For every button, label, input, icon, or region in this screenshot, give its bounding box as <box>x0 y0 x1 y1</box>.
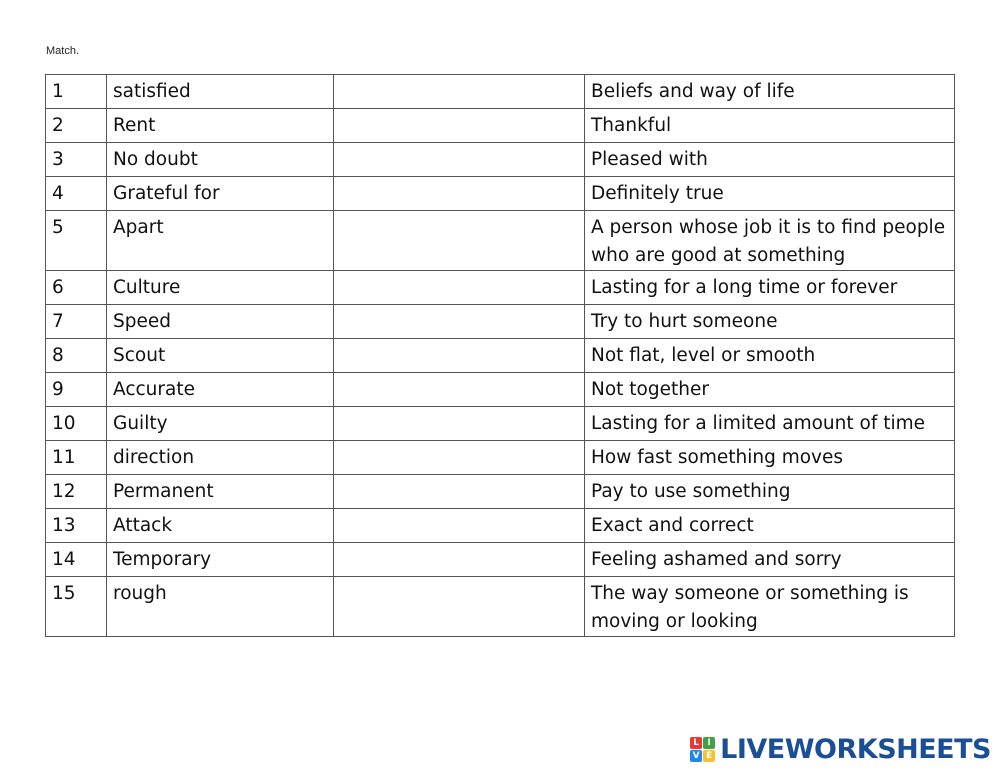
matching-table <box>45 74 955 637</box>
answer-field[interactable] <box>334 543 585 577</box>
row-number: 10 <box>46 407 107 441</box>
answer-field[interactable] <box>334 143 585 177</box>
row-number: 2 <box>46 109 107 143</box>
answer-field[interactable] <box>334 577 585 637</box>
definition-cell: Not together <box>585 373 955 407</box>
word-cell: Permanent <box>107 475 334 509</box>
answer-field[interactable] <box>334 109 585 143</box>
row-number: 14 <box>46 543 107 577</box>
answer-field[interactable] <box>334 407 585 441</box>
word-cell: Rent <box>107 109 334 143</box>
word-cell: Apart <box>107 211 334 271</box>
row-number: 1 <box>46 75 107 109</box>
definition-cell: Lasting for a long time or forever <box>585 271 955 305</box>
instruction-text: Match. <box>46 45 80 57</box>
definition-cell: Exact and correct <box>585 509 955 543</box>
logo-block: I <box>703 737 715 749</box>
word-cell: Attack <box>107 509 334 543</box>
definition-cell: The way someone or something is moving or looking <box>585 577 955 637</box>
word-cell: No doubt <box>107 143 334 177</box>
row-number: 6 <box>46 271 107 305</box>
definition-cell: Not flat, level or smooth <box>585 339 955 373</box>
word-cell: satisfied <box>107 75 334 109</box>
table-row <box>46 305 955 339</box>
row-number: 12 <box>46 475 107 509</box>
logo-text: LIVEWORKSHEETS <box>720 734 991 765</box>
word-cell: Grateful for <box>107 177 334 211</box>
word-cell: Culture <box>107 271 334 305</box>
definition-cell: Feeling ashamed and sorry <box>585 543 955 577</box>
row-number: 8 <box>46 339 107 373</box>
answer-field[interactable] <box>334 305 585 339</box>
answer-field[interactable] <box>334 373 585 407</box>
row-number: 9 <box>46 373 107 407</box>
logo-blocks-icon <box>690 737 718 763</box>
table-row <box>46 211 955 271</box>
answer-field[interactable] <box>334 75 585 109</box>
table-row <box>46 339 955 373</box>
answer-field[interactable] <box>334 339 585 373</box>
answer-field[interactable] <box>334 271 585 305</box>
word-cell: Speed <box>107 305 334 339</box>
word-cell: Accurate <box>107 373 334 407</box>
row-number: 5 <box>46 211 107 271</box>
answer-field[interactable] <box>334 177 585 211</box>
table-row <box>46 109 955 143</box>
liveworksheets-logo <box>690 735 991 765</box>
table-row <box>46 143 955 177</box>
definition-cell: Try to hurt someone <box>585 305 955 339</box>
word-cell: direction <box>107 441 334 475</box>
word-cell: Temporary <box>107 543 334 577</box>
table-row <box>46 577 955 637</box>
table-row <box>46 407 955 441</box>
answer-field[interactable] <box>334 509 585 543</box>
definition-cell: Definitely true <box>585 177 955 211</box>
table-row <box>46 373 955 407</box>
logo-block: L <box>690 737 702 749</box>
word-cell: rough <box>107 577 334 637</box>
answer-field[interactable] <box>334 441 585 475</box>
word-cell: Scout <box>107 339 334 373</box>
answer-field[interactable] <box>334 475 585 509</box>
row-number: 13 <box>46 509 107 543</box>
table-row <box>46 75 955 109</box>
row-number: 3 <box>46 143 107 177</box>
definition-cell: Beliefs and way of life <box>585 75 955 109</box>
definition-cell: Thankful <box>585 109 955 143</box>
row-number: 4 <box>46 177 107 211</box>
table-row <box>46 475 955 509</box>
table-row <box>46 441 955 475</box>
table-row <box>46 509 955 543</box>
table-row <box>46 543 955 577</box>
definition-cell: Pleased with <box>585 143 955 177</box>
definition-cell: How fast something moves <box>585 441 955 475</box>
row-number: 15 <box>46 577 107 637</box>
table-row <box>46 177 955 211</box>
definition-cell: Pay to use something <box>585 475 955 509</box>
answer-field[interactable] <box>334 211 585 271</box>
row-number: 11 <box>46 441 107 475</box>
definition-cell: A person whose job it is to find people who are good at something <box>585 211 955 271</box>
row-number: 7 <box>46 305 107 339</box>
definition-cell: Lasting for a limited amount of time <box>585 407 955 441</box>
word-cell: Guilty <box>107 407 334 441</box>
logo-block: V <box>690 750 702 762</box>
logo-block: E <box>703 750 715 762</box>
table-row <box>46 271 955 305</box>
